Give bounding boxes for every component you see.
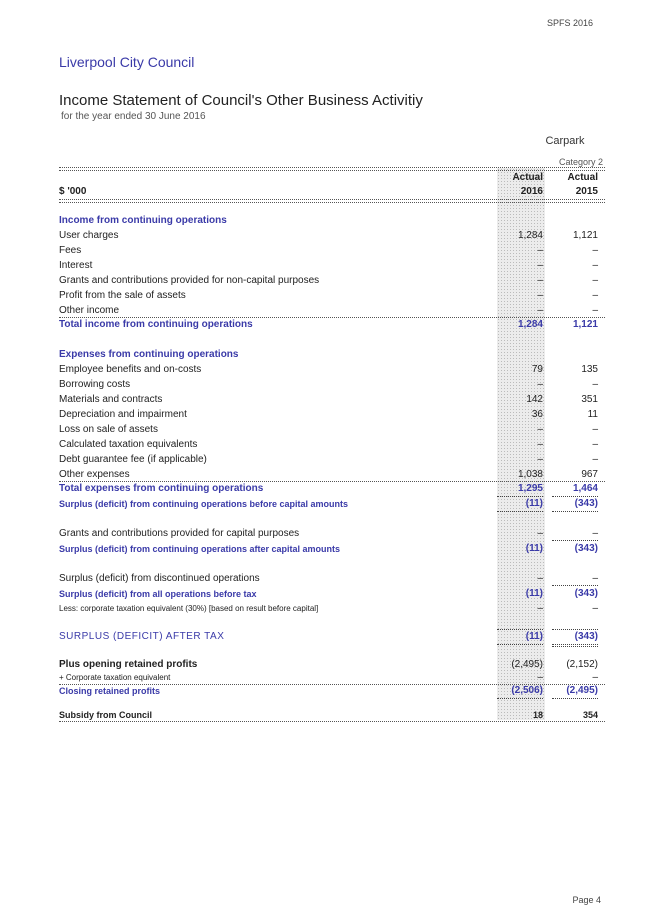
income-section-heading (59, 214, 604, 228)
council-name: Liverpool City Council (59, 54, 195, 70)
row-label: Total income from continuing operations (59, 319, 253, 330)
row-value-prior: (2,495) (566, 685, 598, 696)
row-value-current: – (537, 379, 543, 390)
row-value-current: 1,284 (517, 319, 543, 330)
row-value-current: 1,038 (517, 469, 543, 480)
col-actual-prior: Actual (567, 172, 598, 183)
row-label: Plus opening retained profits (59, 659, 198, 670)
row-value-prior: – (592, 245, 598, 256)
row-value-prior: – (592, 424, 598, 435)
page-subtitle: for the year ended 30 June 2016 (61, 111, 206, 122)
row-label: Materials and contracts (59, 394, 163, 405)
row-label: + Corporate taxation equivalent (59, 673, 171, 682)
row-label: Interest (59, 260, 93, 271)
underline (552, 698, 598, 699)
row-label: Profit from the sale of assets (59, 290, 186, 301)
row-value-current: – (537, 603, 543, 614)
underline (552, 646, 598, 647)
row-label: User charges (59, 230, 119, 241)
expenses-section-heading (59, 348, 604, 362)
surplus-after-tax-row (59, 630, 604, 644)
income-heading-label: Income from continuing operations (59, 215, 227, 226)
row-value-current: (2,506) (511, 685, 543, 696)
row-value-current: 79 (531, 364, 543, 375)
row-value-prior: (343) (574, 631, 598, 642)
table-row (59, 393, 604, 407)
row-value-prior: 1,121 (572, 319, 598, 330)
row-value-current: (2,495) (511, 659, 543, 670)
row-value-prior: (343) (574, 498, 598, 509)
underline (552, 585, 598, 586)
report-code: SPFS 2016 (546, 18, 593, 28)
table-row (59, 378, 604, 392)
row-value-current: – (537, 454, 543, 465)
page-number: Page 4 (572, 895, 601, 905)
row-value-prior: – (592, 454, 598, 465)
table-row (59, 602, 604, 616)
row-value-prior: – (592, 260, 598, 271)
row-value-current: 1,295 (517, 483, 543, 494)
table-row (59, 229, 604, 243)
row-value-prior: 967 (581, 469, 598, 480)
underline (497, 644, 543, 645)
divider (59, 202, 605, 203)
table-row (59, 259, 604, 273)
row-label: Employee benefits and on-costs (59, 364, 202, 375)
underline (552, 511, 598, 512)
subsidy-row (59, 708, 604, 722)
row-label: Grants and contributions provided for capital purposes (59, 528, 300, 539)
row-label: Total expenses from continuing operations (59, 483, 264, 494)
row-value-current: – (537, 290, 543, 301)
surplus-after-capital-row (59, 542, 604, 556)
row-label: Calculated taxation equivalents (59, 439, 198, 450)
opening-profits-row (59, 658, 604, 672)
unit-label: $ '000 (59, 186, 87, 197)
row-label: SURPLUS (DEFICIT) AFTER TAX (59, 631, 225, 642)
row-value-prior: – (592, 305, 598, 316)
col-actual-current: Actual (512, 172, 543, 183)
col-year-current: 2016 (520, 186, 543, 197)
divider (59, 199, 605, 200)
activity-name: Carpark (545, 135, 585, 147)
category-label: Category 2 (558, 157, 603, 167)
page-title: Income Statement of Council's Other Business Activitiy (59, 92, 423, 109)
table-row (59, 274, 604, 288)
row-value-current: 36 (531, 409, 543, 420)
row-value-current: – (537, 275, 543, 286)
row-value-prior: – (592, 672, 598, 683)
expenses-total-row (59, 482, 604, 496)
table-row (59, 423, 604, 437)
underline (497, 698, 543, 699)
table-row (59, 671, 604, 685)
row-value-current: – (537, 439, 543, 450)
col-year-prior: 2015 (575, 186, 598, 197)
row-value-prior: – (592, 439, 598, 450)
row-value-prior: 135 (581, 364, 598, 375)
row-value-current: – (537, 424, 543, 435)
row-label: Subsidy from Council (59, 710, 153, 720)
row-label: Debt guarantee fee (if applicable) (59, 454, 207, 465)
underline (497, 511, 543, 512)
row-value-current: 1,284 (517, 230, 543, 241)
surplus-before-tax-row (59, 587, 604, 601)
divider (59, 721, 605, 722)
row-label: Loss on sale of assets (59, 424, 158, 435)
row-label: Grants and contributions provided for non-capital purposes (59, 275, 320, 286)
row-value-prior: 1,464 (572, 483, 598, 494)
table-row (59, 453, 604, 467)
divider (59, 170, 605, 171)
row-label: Fees (59, 245, 82, 256)
row-value-current: (11) (525, 588, 543, 599)
table-row (59, 408, 604, 422)
row-value-current: – (537, 573, 543, 584)
row-value-prior: 11 (587, 409, 598, 420)
row-label: Less: corporate taxation equivalent (30%) [based on result before capital] (59, 604, 319, 613)
underline (552, 644, 598, 645)
table-row (59, 438, 604, 452)
row-value-current: – (537, 305, 543, 316)
row-label: Surplus (deficit) from continuing operations before capital amounts (59, 499, 349, 509)
row-label: Surplus (deficit) from discontinued operations (59, 573, 260, 584)
row-label: Closing retained profits (59, 686, 161, 696)
row-value-current: – (537, 260, 543, 271)
row-label: Depreciation and impairment (59, 409, 187, 420)
row-value-current: 18 (532, 710, 543, 720)
table-row (59, 363, 604, 377)
table-row (59, 304, 604, 318)
row-label: Surplus (deficit) from continuing operations after capital amounts (59, 544, 341, 554)
row-label: Other expenses (59, 469, 130, 480)
income-total-row (59, 318, 604, 332)
row-value-current: (11) (525, 543, 543, 554)
row-value-prior: – (592, 275, 598, 286)
table-row (59, 572, 604, 586)
underline (552, 540, 598, 541)
row-value-prior: 1,121 (572, 230, 598, 241)
row-value-current: – (537, 672, 543, 683)
row-value-prior: – (592, 379, 598, 390)
row-value-current: 142 (526, 394, 543, 405)
row-value-current: (11) (525, 631, 543, 642)
row-value-prior: – (592, 290, 598, 301)
row-value-prior: (343) (574, 588, 598, 599)
row-value-current: – (537, 245, 543, 256)
row-label: Other income (59, 305, 120, 316)
table-row (59, 244, 604, 258)
expenses-heading-label: Expenses from continuing operations (59, 349, 239, 360)
row-value-prior: – (592, 603, 598, 614)
closing-profits-row (59, 684, 604, 698)
row-value-prior: (343) (574, 543, 598, 554)
row-label: Borrowing costs (59, 379, 131, 390)
row-value-prior: – (592, 528, 598, 539)
row-value-prior: 354 (582, 710, 598, 720)
table-row (59, 527, 604, 541)
table-row (59, 289, 604, 303)
row-label: Surplus (deficit) from all operations before tax (59, 589, 257, 599)
surplus-before-capital-row (59, 497, 604, 511)
row-value-current: (11) (525, 498, 543, 509)
divider (59, 167, 605, 168)
row-value-prior: – (592, 573, 598, 584)
table-row (59, 468, 604, 482)
row-value-prior: 351 (581, 394, 598, 405)
row-value-prior: (2,152) (566, 659, 598, 670)
row-value-current: – (537, 528, 543, 539)
